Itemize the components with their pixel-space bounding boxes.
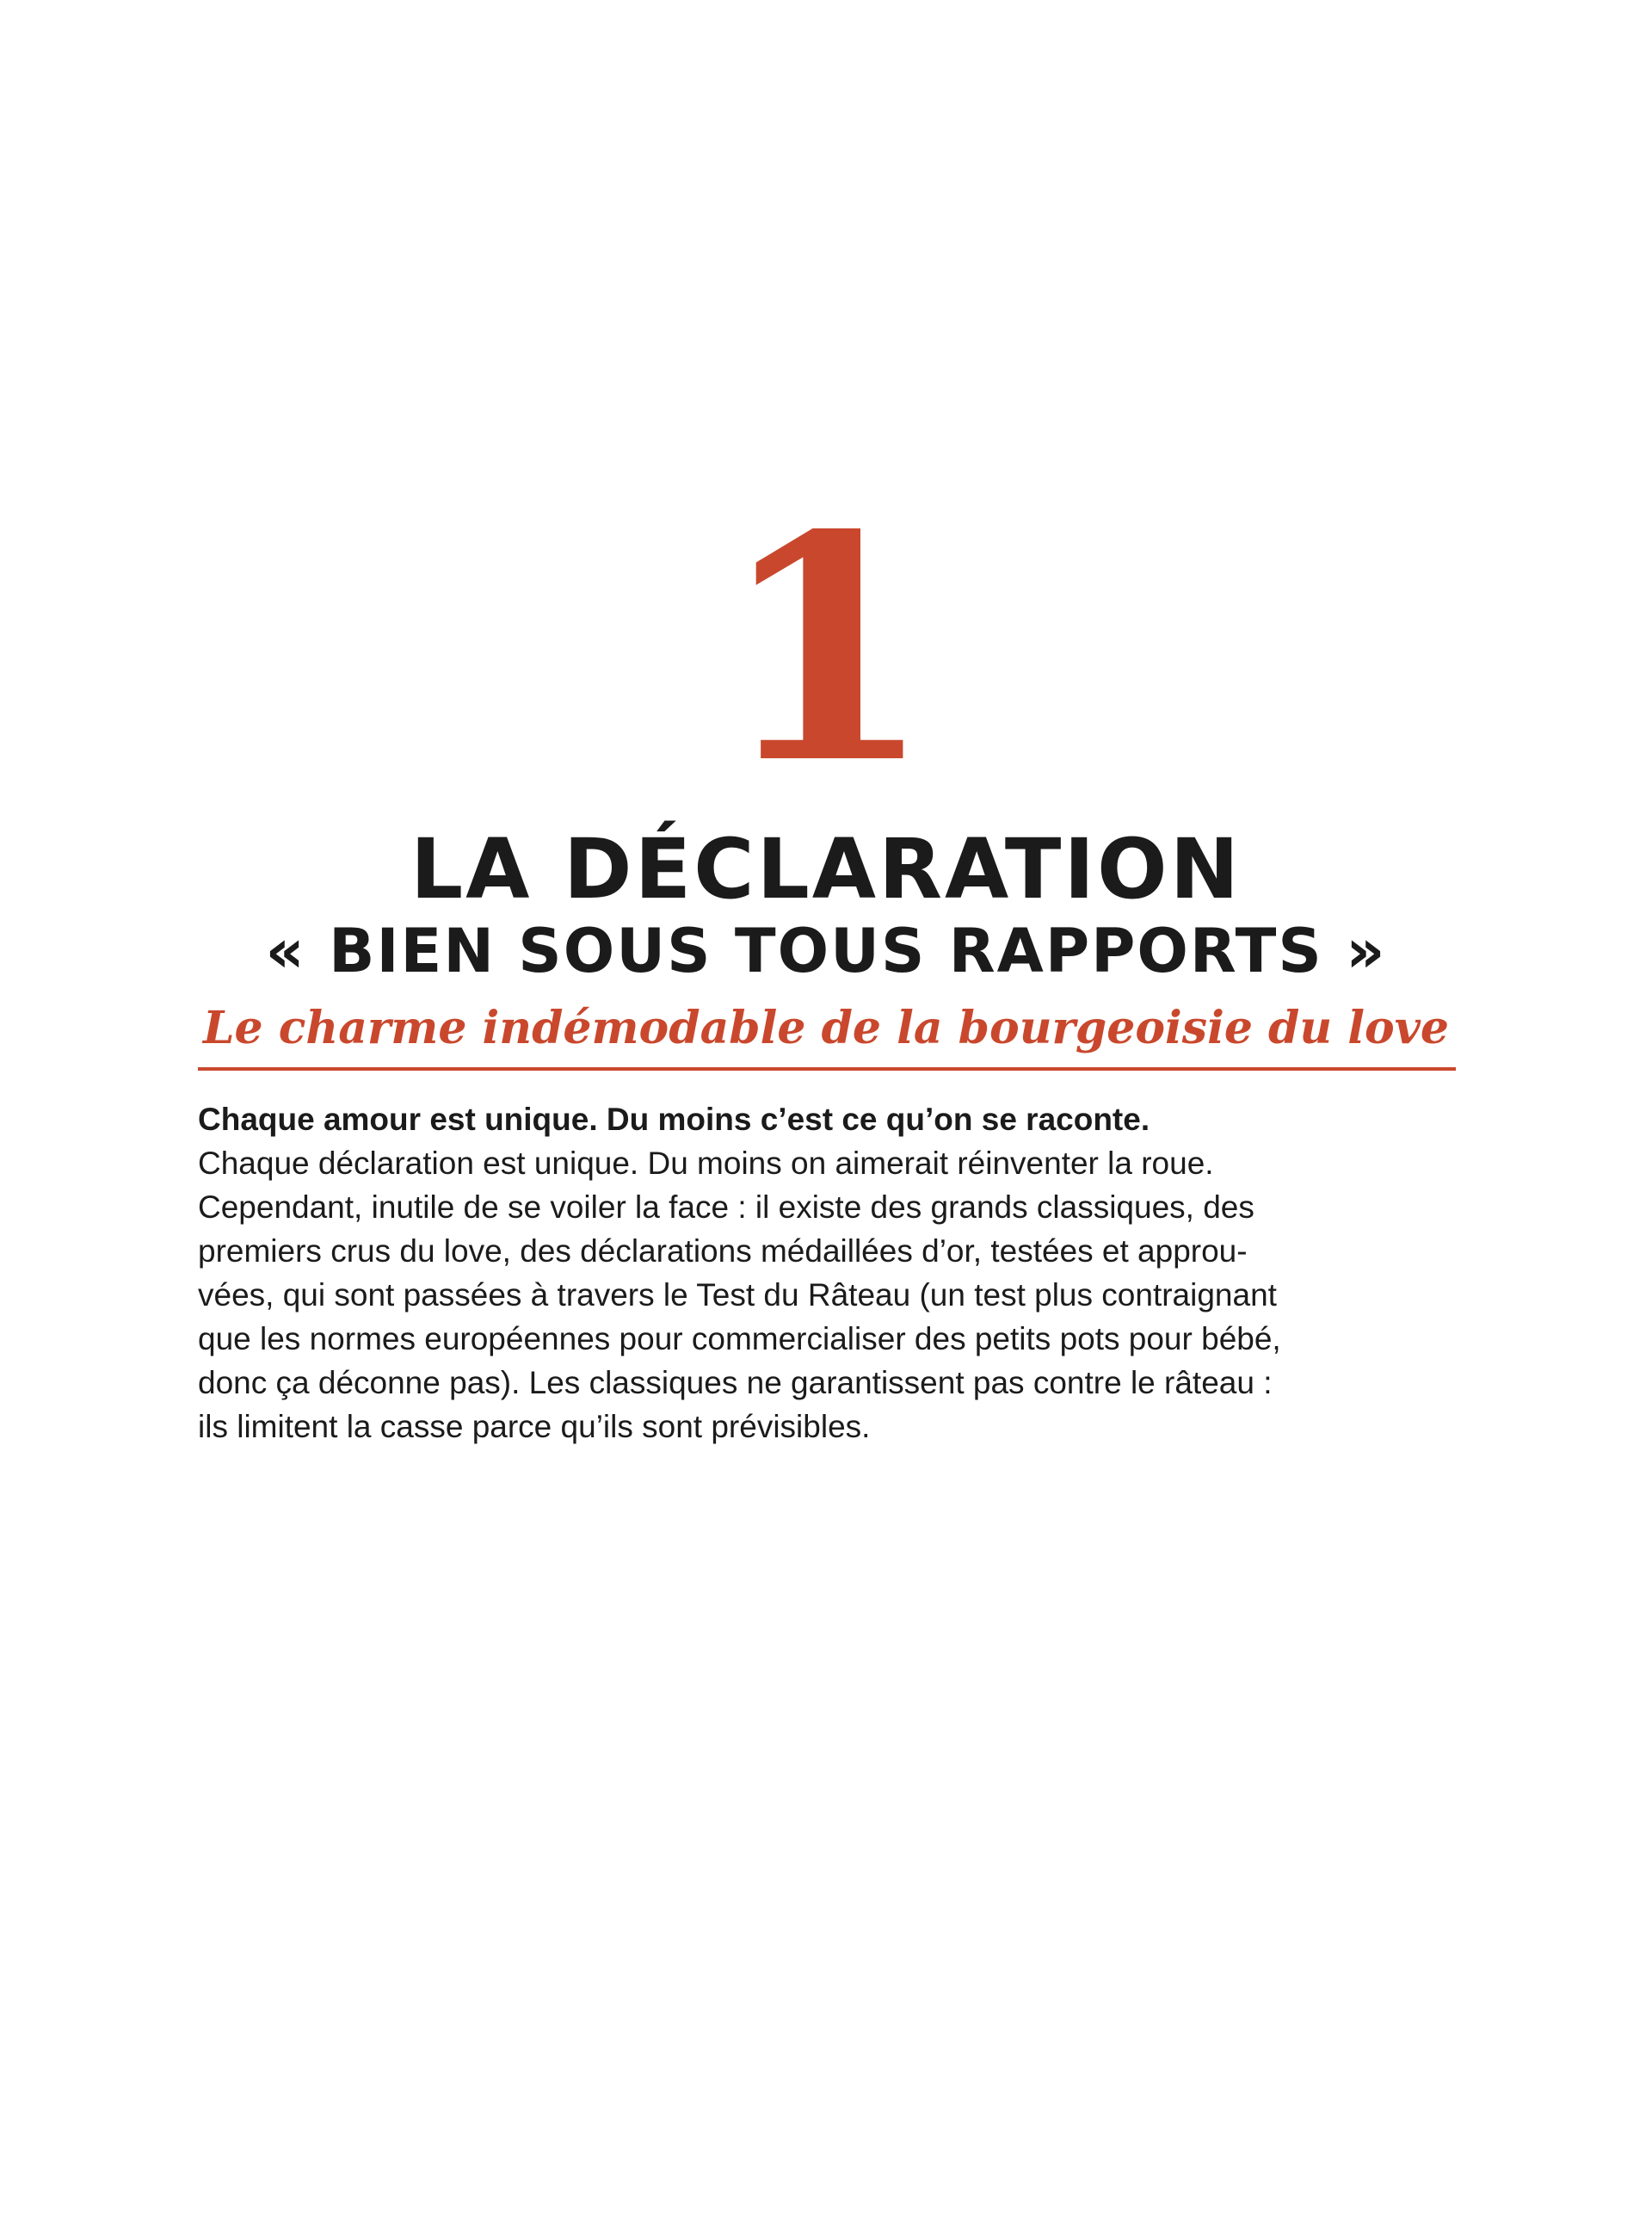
chapter-title: LA DÉCLARATION	[410, 821, 1242, 917]
body-line: ils limitent la casse parce qu’ils sont prévisibles.	[198, 1409, 871, 1444]
body-paragraph	[198, 1097, 1463, 1448]
chapter-number: 1	[718, 467, 934, 831]
body-line: vées, qui sont passées à travers le Test du Râteau (un test plus contraignant	[198, 1277, 1277, 1313]
body-line: Cependant, inutile de se voiler la face : il existe des grands classiques, des	[198, 1189, 1254, 1225]
chapter-title-quote: « BIEN SOUS TOUS RAPPORTS »	[265, 916, 1387, 986]
body-line: que les normes européennes pour commercialiser des petits pots pour bébé,	[198, 1321, 1281, 1356]
body-line: Chaque déclaration est unique. Du moins on aimerait réinventer la roue.	[198, 1146, 1214, 1181]
lead-sentence: Chaque amour est unique. Du moins c’est ce qu’on se raconte.	[198, 1102, 1150, 1137]
divider-rule	[198, 1067, 1456, 1071]
chapter-subtitle: Le charme indémodable de la bourgeoisie du love	[202, 1002, 1450, 1054]
body-line: premiers crus du love, des déclarations médaillées d’or, testées et approu-	[198, 1233, 1248, 1269]
body-line: donc ça déconne pas). Les classiques ne garantissent pas contre le râteau :	[198, 1365, 1273, 1400]
